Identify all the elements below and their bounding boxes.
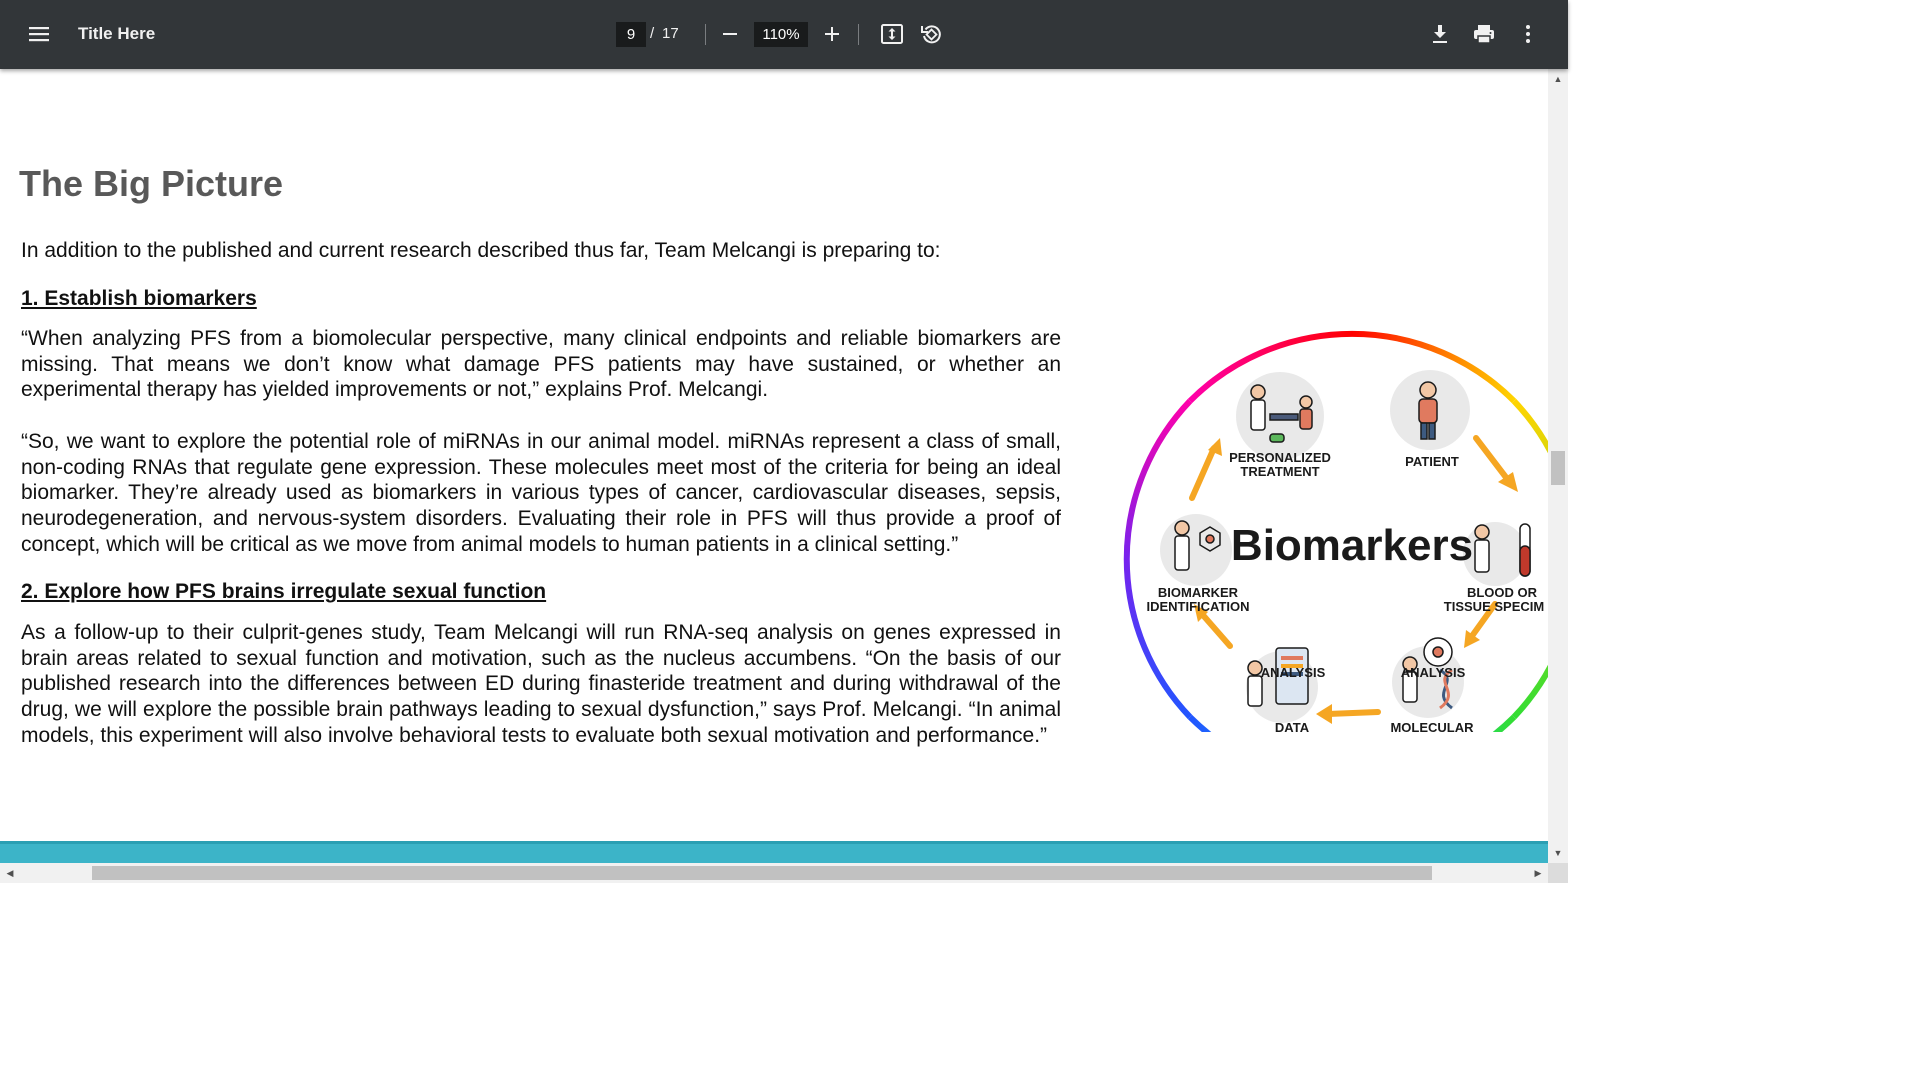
- stage-label-identification: IDENTIFICATION: [1146, 599, 1250, 614]
- document-viewport[interactable]: [0, 69, 1548, 863]
- stage-label-data-analysis: ANALYSIS: [1260, 665, 1326, 680]
- download-icon: [1431, 24, 1449, 44]
- more-options-button[interactable]: [1512, 18, 1544, 50]
- minus-icon: [722, 26, 738, 42]
- vertical-scrollbar[interactable]: [1548, 69, 1568, 863]
- page-footer-band: [0, 841, 1548, 863]
- zoom-out-button[interactable]: [714, 18, 746, 50]
- sexual-function-paragraph: As a follow-up to their culprit-genes study, Team Melcangi will run RNA-seq analysis on genes expressed in brain areas related to sexual function and motivation, such as the nucleus accumbens. “On the basis of our published research into the differences between ED during finasteride treatment and during withdrawal of the drug, we will explore the possible brain pathways leading to sexual dysfunction,” says Prof. Melcangi. “In animal models, this experiment will also involve behavioral tests to evaluate both sexual motivation and performance.”: [21, 621, 1061, 747]
- stage-label-patient: PATIENT: [1405, 454, 1459, 469]
- print-button[interactable]: [1468, 18, 1500, 50]
- download-button[interactable]: [1424, 18, 1456, 50]
- page-number-input[interactable]: [616, 22, 646, 47]
- fit-to-page-icon: [880, 23, 904, 45]
- cycle-arrowhead: [1194, 438, 1518, 724]
- biomarkers-cycle-diagram: [1110, 252, 1548, 732]
- page-title: The Big Picture: [19, 163, 284, 204]
- rotate-icon: [919, 22, 943, 46]
- section-heading-sexual-function: 2. Explore how PFS brains irregulate sexual function: [21, 580, 547, 603]
- toolbar-divider: [858, 24, 859, 45]
- plus-icon: [824, 26, 840, 42]
- print-icon: [1473, 24, 1495, 44]
- toolbar-divider: [705, 24, 706, 45]
- scroll-up-arrow-icon[interactable]: ▲: [1553, 74, 1563, 84]
- document-title: Title Here: [78, 24, 156, 43]
- biomarkers-paragraph-1: “When analyzing PFS from a biomolecular perspective, many clinical endpoints and reliable biomarkers are missing. That means we don’t know what damage PFS patients may have sustained, or whether an experimental therapy has yielded improvements or not,” explains Prof. Melcangi.: [21, 327, 1061, 402]
- scroll-down-arrow-icon[interactable]: ▼: [1553, 848, 1563, 858]
- horizontal-scroll-thumb[interactable]: [92, 866, 1432, 880]
- bubble: [1160, 514, 1232, 586]
- stage-label-personalized: PERSONALIZED: [1229, 450, 1331, 465]
- scroll-right-arrow-icon[interactable]: ▶: [1534, 867, 1542, 878]
- ring-arc: [1190, 334, 1514, 401]
- vertical-scroll-thumb[interactable]: [1551, 451, 1565, 485]
- stage-label-data: DATA: [1274, 720, 1310, 732]
- stage-label-molecular: MOLECULAR: [1390, 720, 1474, 732]
- more-vert-icon: [1525, 24, 1531, 44]
- zoom-in-button[interactable]: [816, 18, 848, 50]
- menu-icon[interactable]: [22, 17, 56, 51]
- stage-label-molecular-analysis: ANALYSIS: [1400, 665, 1466, 680]
- biomarkers-paragraph-2: “So, we want to explore the potential role of miRNAs in our animal model. miRNAs represent a class of small, non-coding RNAs that regulate gene expression. These molecules meet most of the criteria for being an ideal biomarker. They’re already used as biomarkers in various types of cancer, cardiovascular diseases, sepsis, neurodegeneration, and nervous-system disorders. Evaluating their role in PFS will thus provide a proof of concept, which will be critical as we move from animal models to human patients in a clinical setting.”: [21, 430, 1061, 556]
- scrollbar-corner: [1548, 863, 1568, 883]
- stage-label-tissue: TISSUE SPECIM: [1443, 599, 1545, 614]
- zoom-level-input[interactable]: [754, 22, 808, 47]
- pdf-page: [0, 69, 1548, 841]
- biomarkers-figure: [1110, 252, 1548, 732]
- stage-label-biomarker: BIOMARKER: [1157, 585, 1239, 600]
- pdf-toolbar: [0, 0, 1568, 69]
- scroll-left-arrow-icon[interactable]: ◀: [6, 867, 14, 878]
- stage-label-treatment: TREATMENT: [1240, 464, 1320, 479]
- intro-paragraph: In addition to the published and current research described thus far, Team Melcangi is preparing to:: [21, 239, 941, 262]
- page-total: 17: [662, 25, 679, 42]
- figure-center-label: Biomarkers: [1230, 521, 1474, 570]
- fit-to-page-button[interactable]: [876, 18, 908, 50]
- section-heading-biomarkers: 1. Establish biomarkers: [21, 287, 257, 310]
- stage-label-blood: BLOOD OR: [1466, 585, 1538, 600]
- page-separator: /: [650, 25, 655, 42]
- horizontal-scrollbar[interactable]: [0, 863, 1548, 883]
- rotate-button[interactable]: [915, 18, 947, 50]
